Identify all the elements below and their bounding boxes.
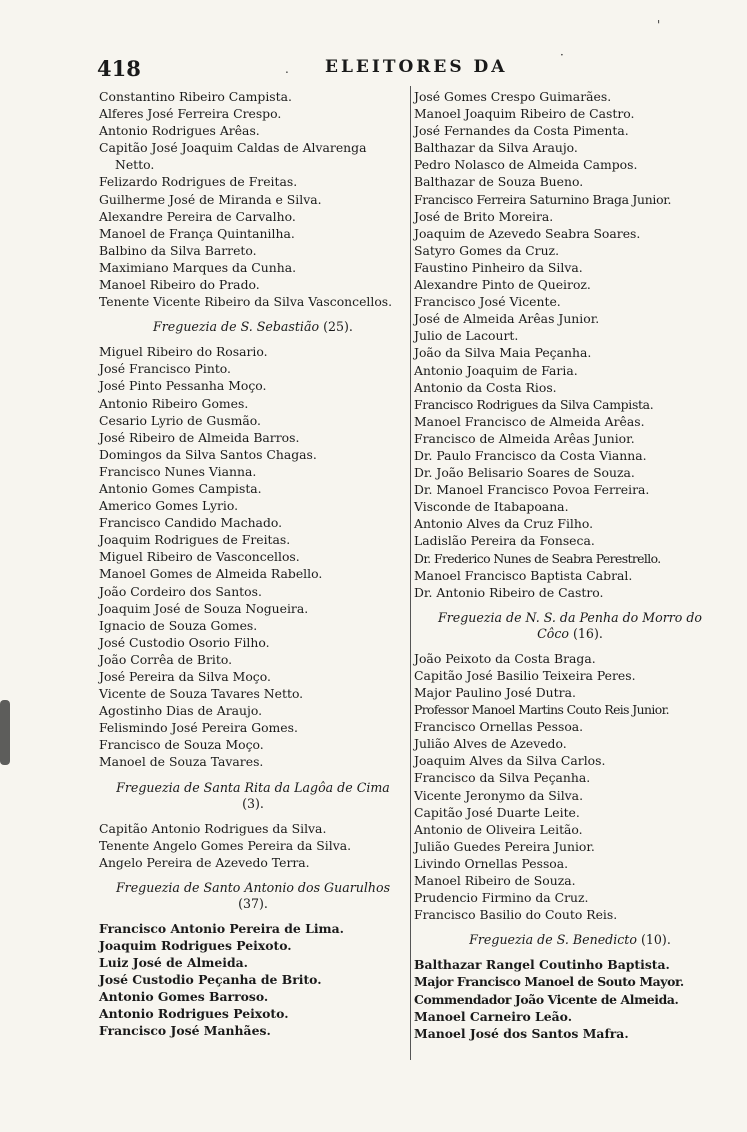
section-heading (414, 610, 726, 642)
name-entry: Manoel José dos Santos Mafra. (414, 1025, 629, 1041)
section-title: Freguezia de N. S. da Penha do Morro do Côco (438, 609, 702, 641)
name-entry: Francisco de Souza Moço. (99, 737, 264, 753)
name-entry: Miguel Ribeiro do Rosario. (99, 344, 268, 360)
name-entry: João Corrêa de Brito. (99, 651, 233, 667)
name-entry: Julio de Lacourt. (414, 328, 519, 344)
name-entry: Alexandre Pereira de Carvalho. (99, 208, 296, 224)
name-entry: Constantino Ribeiro Campista. (99, 89, 292, 104)
name-entry: José Fernandes da Costa Pimenta. (414, 123, 629, 139)
name-list (99, 820, 407, 871)
section-count: (10). (640, 932, 671, 948)
name-entry: Balthazar Rangel Coutinho Baptista. (414, 957, 670, 973)
name-entry: Tenente Angelo Gomes Pereira da Silva. (99, 837, 352, 853)
name-entry: Francisco Antonio Pereira de Lima. (99, 920, 344, 936)
running-head: ELEITORES DA (325, 57, 508, 77)
name-entry: Joaquim José de Souza Nogueira. (99, 600, 309, 616)
name-entry: Dr. Antonio Ribeiro de Castro. (414, 584, 604, 600)
section-title: Freguezia de Santo Antonio dos Guarulhos (115, 879, 391, 895)
name-entry: José de Brito Moreira. (414, 208, 554, 224)
name-entry: Maximiano Marques da Cunha. (99, 259, 297, 275)
name-entry: Antonio Gomes Barroso. (99, 989, 269, 1005)
name-entry: José Gomes Crespo Guimarães. (414, 89, 612, 104)
name-entry: Manoel Carneiro Leão. (414, 1008, 573, 1024)
name-entry: Antonio Rodrigues Arêas. (99, 123, 260, 139)
name-entry: Dr. João Belisario Soares de Souza. (414, 465, 635, 481)
name-entry: Francisco de Almeida Arêas Junior. (414, 430, 635, 446)
name-entry: João Peixoto da Costa Braga. (414, 650, 596, 666)
name-entry: Visconde de Itabapoana. (414, 499, 569, 515)
name-entry: Livindo Ornellas Pessoa. (414, 855, 569, 871)
name-entry: Francisco Rodrigues da Silva Campista. (414, 396, 654, 412)
name-entry: Felismindo José Pereira Gomes. (99, 720, 298, 736)
name-entry: Tenente Vicente Ribeiro da Silva Vasconcellos. (99, 294, 393, 310)
page-number: 418 (97, 56, 141, 81)
print-speck: . (285, 62, 289, 76)
name-entry: João da Silva Maia Peçanha. (414, 345, 592, 361)
name-entry: Capitão Antonio Rodrigues da Silva. (99, 820, 327, 836)
name-entry: Cesario Lyrio de Gusmão. (99, 412, 261, 428)
name-entry: Julião Alves de Azevedo. (414, 736, 567, 752)
right-column (414, 88, 726, 1042)
name-entry: Luiz José de Almeida. (99, 955, 248, 971)
section-count: (3). (242, 795, 264, 811)
name-list (99, 88, 407, 310)
name-list (414, 88, 726, 601)
name-entry: Antonio Rodrigues Peixoto. (99, 1006, 289, 1022)
name-entry: Vicente Jeronymo da Silva. (414, 787, 584, 803)
section-title: Freguezia de S. Sebastião (153, 319, 320, 335)
name-entry: Manoel de França Quintanilha. (99, 225, 295, 241)
section-count: (16). (573, 625, 603, 641)
section-heading (414, 932, 726, 948)
name-entry: Capitão José Joaquim Caldas de Alvarenga Netto. (99, 140, 367, 173)
name-entry: Francisco Basilio do Couto Reis. (414, 907, 618, 923)
name-entry: Faustino Pinheiro da Silva. (414, 259, 583, 275)
print-speck: ' (657, 18, 661, 32)
name-entry: Balthazar da Silva Araujo. (414, 140, 578, 156)
name-list (99, 343, 407, 770)
name-entry: Miguel Ribeiro de Vasconcellos. (99, 549, 300, 565)
name-entry: Joaquim de Azevedo Seabra Soares. (414, 225, 641, 241)
name-entry: José Ribeiro de Almeida Barros. (99, 429, 300, 445)
name-entry: José Custodio Osorio Filho. (99, 634, 270, 650)
name-entry: José Pinto Pessanha Moço. (99, 378, 267, 394)
name-entry: Francisco Nunes Vianna. (99, 463, 257, 479)
name-entry: Manoel Joaquim Ribeiro de Castro. (414, 106, 635, 122)
section-heading (99, 880, 407, 912)
name-entry: Francisco Ornellas Pessoa. (414, 719, 584, 735)
binding-shadow (0, 700, 10, 765)
name-entry: Antonio da Costa Rios. (414, 379, 557, 395)
section-heading (99, 319, 407, 335)
name-entry: Alexandre Pinto de Queiroz. (414, 277, 591, 293)
section-count: (25). (323, 319, 353, 335)
name-entry: Julião Guedes Pereira Junior. (414, 838, 595, 854)
name-entry: Antonio Alves da Cruz Filho. (414, 516, 594, 532)
name-entry: Prudencio Firmino da Cruz. (414, 890, 589, 906)
name-entry: Joaquim Rodrigues Peixoto. (99, 937, 292, 953)
print-speck: · (560, 48, 564, 62)
name-entry: Satyro Gomes da Cruz. (414, 242, 560, 258)
name-entry: Commendador João Vicente de Almeida. (414, 991, 679, 1007)
name-entry: Dr. Manoel Francisco Povoa Ferreira. (414, 482, 650, 498)
name-entry: Francisco Candido Machado. (99, 515, 283, 531)
name-entry: Manoel de Souza Tavares. (99, 754, 264, 770)
name-entry: Francisco Ferreira Saturnino Braga Junior. (414, 191, 672, 207)
name-entry: Dr. Frederico Nunes de Seabra Perestrello. (414, 550, 661, 566)
name-entry: Manoel Gomes de Almeida Rabello. (99, 566, 323, 582)
section-heading (99, 780, 407, 812)
name-entry: Capitão José Basilio Teixeira Peres. (414, 667, 636, 683)
name-entry: Professor Manoel Martins Couto Reis Junior. (414, 702, 669, 718)
name-entry: João Cordeiro dos Santos. (99, 583, 262, 599)
name-list (414, 650, 726, 924)
name-entry: Major Paulino José Dutra. (414, 685, 576, 700)
name-entry: José Pereira da Silva Moço. (99, 669, 271, 684)
name-entry: Agostinho Dias de Araujo. (99, 703, 263, 719)
name-entry: Felizardo Rodrigues de Freitas. (99, 174, 298, 190)
left-column (99, 88, 407, 1040)
name-entry: Francisco da Silva Peçanha. (414, 770, 591, 786)
name-entry: Antonio de Oliveira Leitão. (414, 821, 583, 837)
name-entry: Joaquim Alves da Silva Carlos. (414, 753, 606, 769)
name-list (99, 920, 407, 1040)
name-entry: José Custodio Peçanha de Brito. (99, 972, 322, 988)
name-entry: Angelo Pereira de Azevedo Terra. (99, 854, 310, 870)
name-entry: José Francisco Pinto. (99, 361, 231, 377)
name-entry: Francisco José Vicente. (414, 294, 561, 310)
name-entry: Ignacio de Souza Gomes. (99, 617, 258, 633)
section-count: (37). (238, 895, 268, 911)
name-entry: Balbino da Silva Barreto. (99, 242, 257, 258)
name-entry: Vicente de Souza Tavares Netto. (99, 686, 304, 702)
name-entry: Alferes José Ferreira Crespo. (99, 106, 282, 122)
name-entry: Joaquim Rodrigues de Freitas. (99, 532, 291, 548)
name-entry: Major Francisco Manoel de Souto Mayor. (414, 974, 684, 990)
name-entry: Antonio Ribeiro Gomes. (99, 395, 249, 411)
name-entry: Capitão José Duarte Leite. (414, 804, 580, 820)
name-entry: Pedro Nolasco de Almeida Campos. (414, 157, 638, 173)
name-entry: Manoel Ribeiro de Souza. (414, 873, 576, 889)
name-entry: Manoel Francisco de Almeida Arêas. (414, 413, 645, 429)
name-entry: Americo Gomes Lyrio. (99, 498, 239, 514)
name-entry: Francisco José Manhães. (99, 1023, 271, 1039)
name-entry: Domingos da Silva Santos Chagas. (99, 446, 317, 462)
name-entry: Ladislão Pereira da Fonseca. (414, 533, 595, 549)
name-entry: Dr. Paulo Francisco da Costa Vianna. (414, 447, 647, 463)
name-entry: Antonio Gomes Campista. (99, 480, 262, 496)
name-entry: José de Almeida Arêas Junior. (414, 311, 600, 327)
section-title: Freguezia de S. Benedicto (469, 932, 637, 948)
name-entry: Balthazar de Souza Bueno. (414, 174, 584, 190)
name-entry: Manoel Francisco Baptista Cabral. (414, 567, 633, 583)
name-entry: Antonio Joaquim de Faria. (414, 362, 578, 378)
section-title: Freguezia de Santa Rita da Lagôa de Cima (116, 779, 390, 795)
name-entry: Manoel Ribeiro do Prado. (99, 277, 260, 293)
name-entry: Guilherme José de Miranda e Silva. (99, 191, 322, 207)
column-divider (410, 86, 411, 1060)
name-list (414, 956, 726, 1041)
